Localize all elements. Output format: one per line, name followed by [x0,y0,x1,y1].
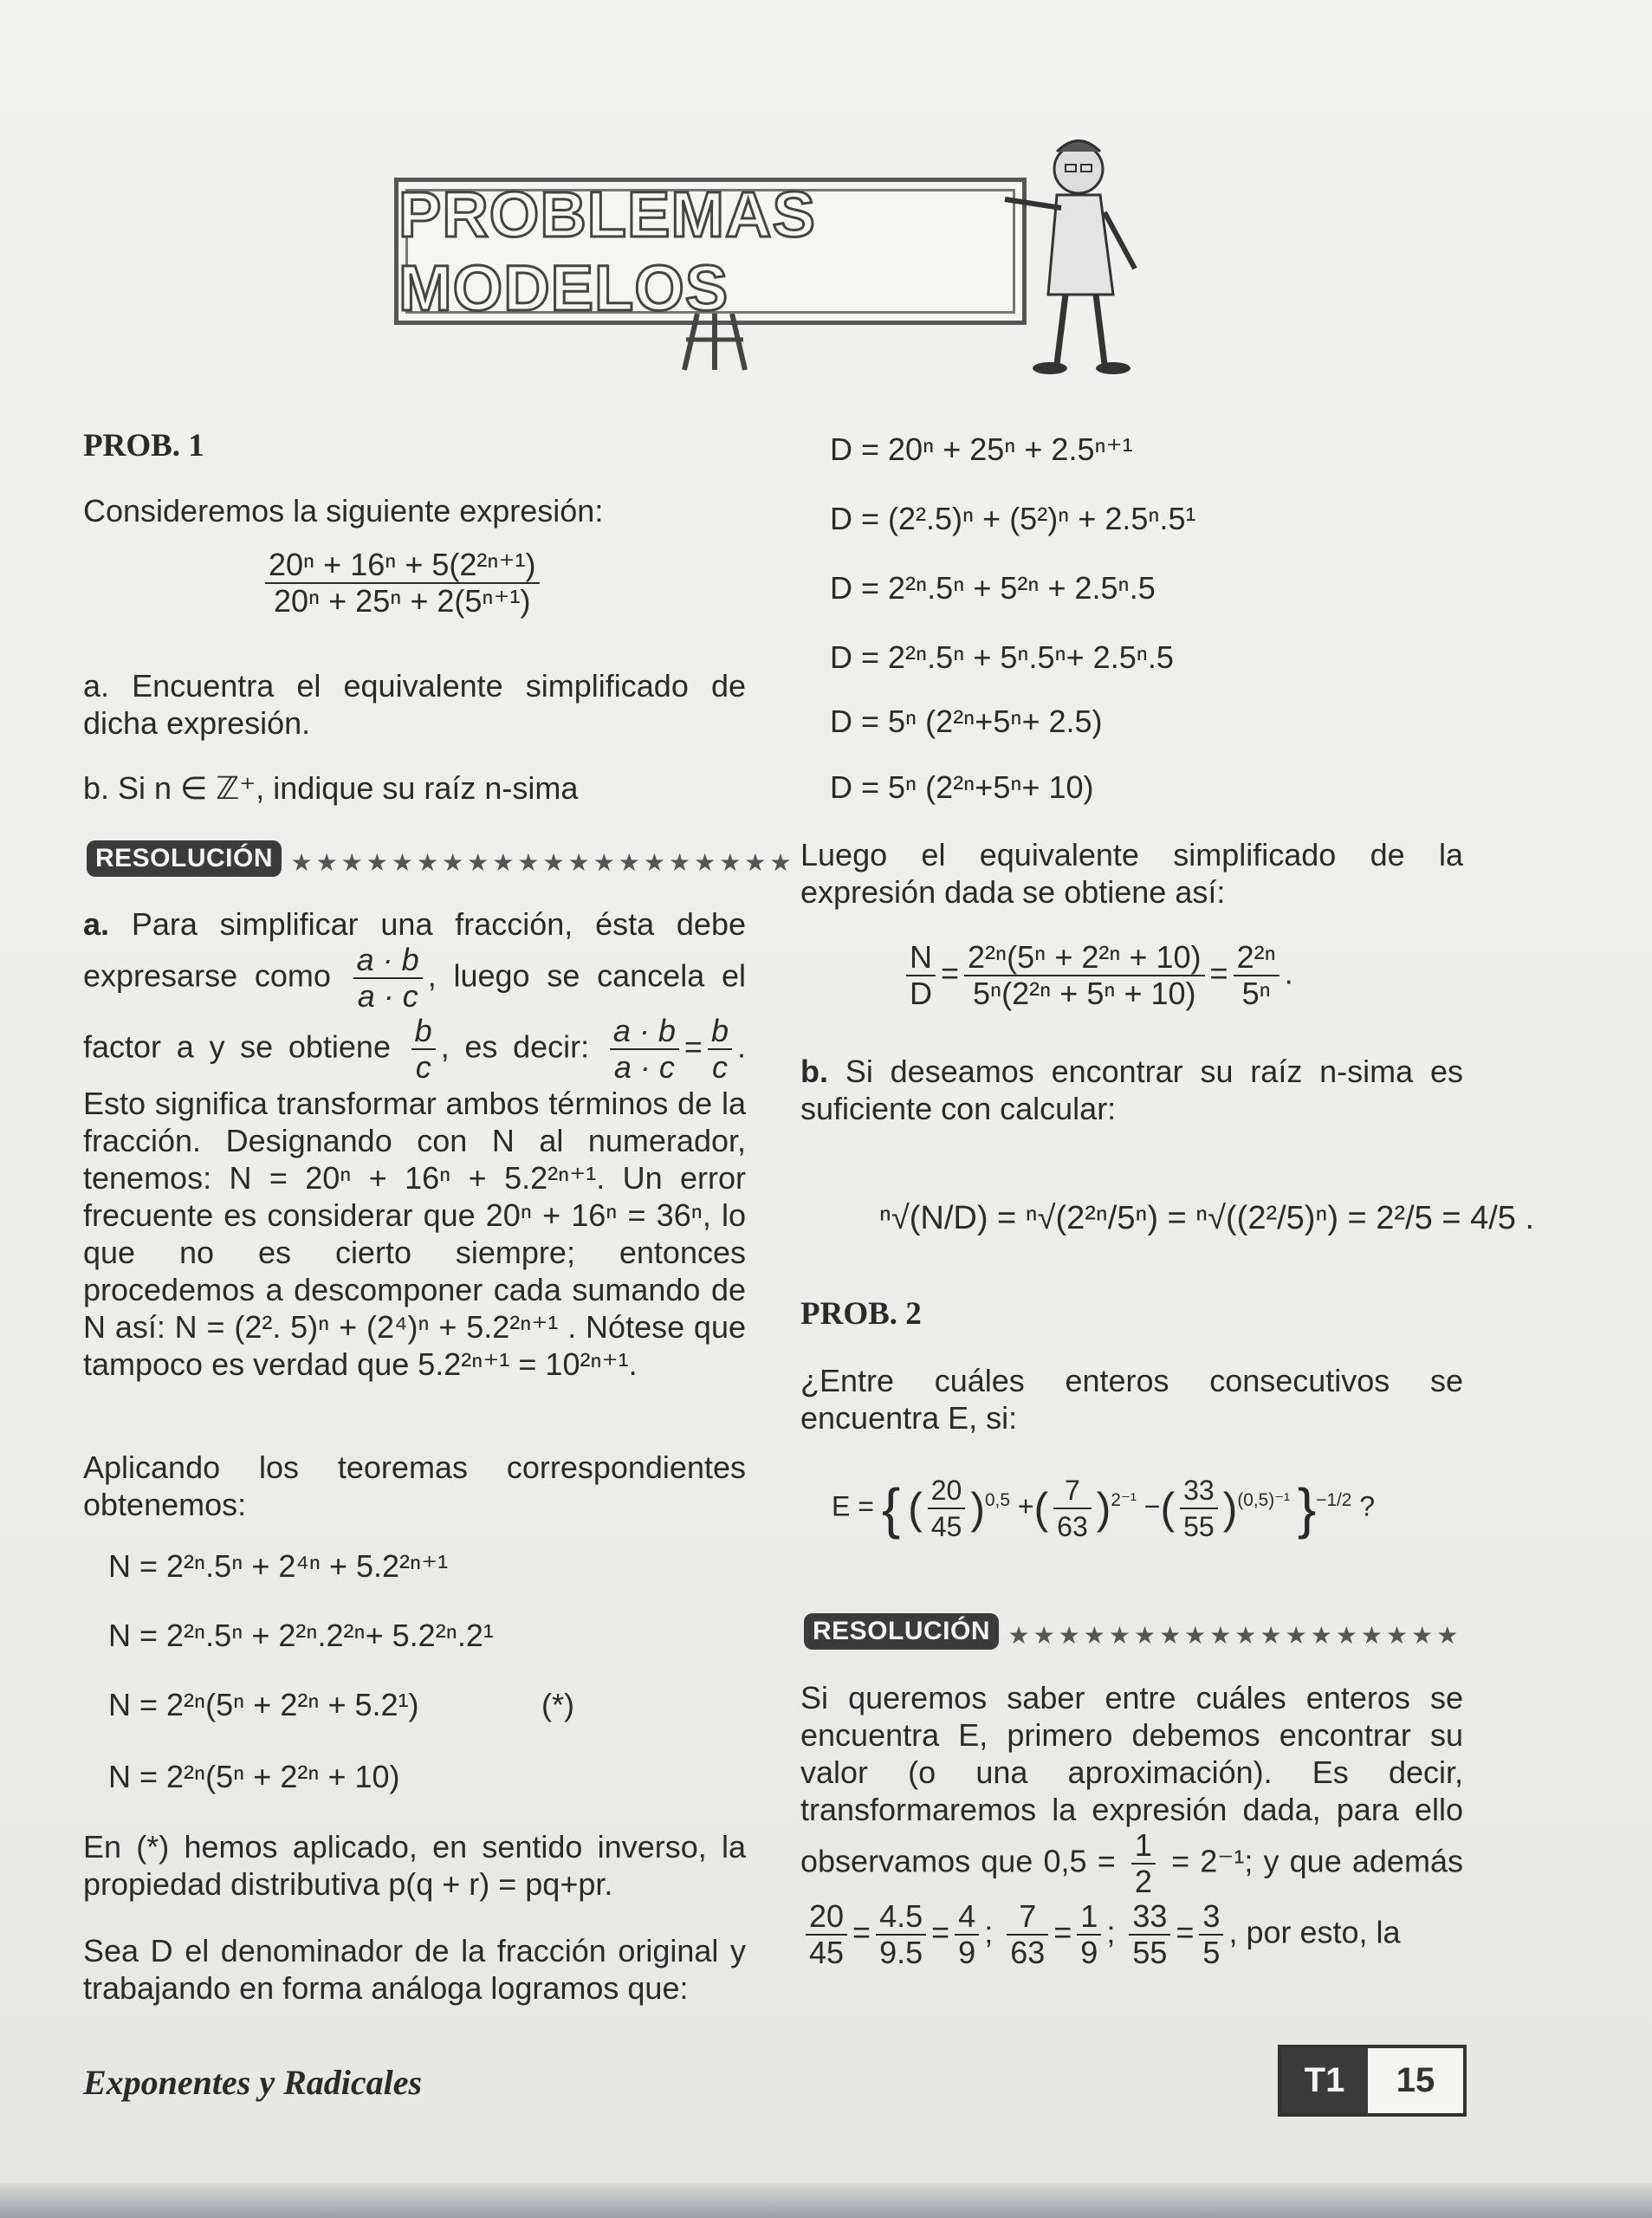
n-eq-3: N = 2²ⁿ(5ⁿ + 2²ⁿ + 5.2¹) [108,1687,419,1722]
f1c-den: 9 [958,1935,976,1970]
resolucion-bar-1 [87,840,795,877]
frac-c-2: c [711,1049,728,1085]
expr-denominator: 20ⁿ + 25ⁿ + 2(5ⁿ⁺¹) [273,583,531,619]
prob1-intro: Consideremos la siguiente expresión: [83,493,604,529]
prob2-sol-1: Si queremos saber entre cuáles enteros se encuentra E, primero debemos encontrar su valor (o una aproximación). Es decir, transformaremos la expresión dada, para ello observamos que 0,5 = [800,1680,1463,1879]
f2-num: 7 [1007,1899,1048,1936]
sol-a-label: a. [83,906,110,942]
denominator-intro: Sea D el denominador de la fracción original y trabajando en forma análoga logramos que: [83,1933,746,2006]
stars-divider: ★★★★★★★★★★★★★★★★★★★★ [290,849,795,877]
part-b-solution [800,1053,1463,1127]
frac-c: c [415,1049,431,1085]
f1-den: 45 [809,1935,845,1970]
f1-num: 20 [806,1899,847,1936]
page-bottom-edge [0,2183,1652,2218]
prob2-heading: PROB. 2 [800,1296,922,1332]
expr-numerator: 20ⁿ + 16ⁿ + 5(2²ⁿ⁺¹) [265,548,540,584]
banner-board [394,178,1027,325]
e-t3-den: 55 [1183,1511,1215,1542]
footer-book-title: Exponentes y Radicales [83,2063,423,2102]
part-b-sol-text: Si deseamos encontrar su raíz n-sima es suficiente con calcular: [800,1054,1463,1126]
prob1-heading: PROB. 1 [83,428,204,464]
d-eq-5: D = 5ⁿ (2²ⁿ+5ⁿ+ 2.5) [830,704,1103,739]
e-t2-exp: 2⁻¹ [1111,1489,1137,1510]
nd-result-den: 5ⁿ [1241,976,1271,1011]
d-eq-6: D = 5ⁿ (2²ⁿ+5ⁿ+ 10) [830,769,1094,805]
prob2-solution: Si queremos saber entre cuáles enteros se encuentra E, primero debemos encontrar su valor (o una aproximación). Es decir, transformaremos la expresión dada, para ello observamos que 0,5 = $\frac{1}{2}$ = 2⁻¹; y que además $\frac{20}{45}$ = $\frac{4.5}{9.5}$ = $\frac{4}{9}$ ; $\frac{7}{63}$ = $\frac{1}{9}$ ; $\frac{33}{55}$ = $\frac{3}{5}$ , por esto, la [800,1680,1463,1970]
sol-a-part2: , luego se cancela el factor a y se obtiene [83,957,746,1065]
easel-legs-icon [676,314,754,374]
sol-a-part4: . Esto significa transformar ambos términos de la fracción. Designando con N al numerador, tenemos: N = 20ⁿ + 16ⁿ + 5.2²ⁿ⁺¹. Un error frecuente es considerar que 20ⁿ + 16ⁿ = 36ⁿ, lo que no es cierto siempre; entonces procedemos a descomponer cada sumando de N así: N = (2². 5)ⁿ + (2⁴)ⁿ + 5.2²ⁿ⁺¹ . Nótese que tampoco es verdad que 5.2²ⁿ⁺¹ = 10²ⁿ⁺¹. [83,1028,746,1382]
nd-denominator: 5ⁿ(2²ⁿ + 5ⁿ + 10) [973,976,1196,1011]
nd-numerator: 2²ⁿ(5ⁿ + 2²ⁿ + 10) [964,940,1205,976]
f1b-den: 9.5 [879,1935,923,1970]
nd-n: N [906,940,936,976]
sol-a-text: a. Para simplificar una fracción, ésta debe expresarse como $\frac{a \cdot b}{a \cdot c}$ , luego se cancela el factor a y se obtiene $\frac{b}{c}$ , es decir: $\frac{a \cdot b}{a \cdot c}$ = $\frac{b}{c}$ . Esto significa transformar ambos términos de la fracción. Designando con N al numerador, tenemos: N = 20ⁿ + 16ⁿ + 5.2²ⁿ⁺¹. Un error frecuente es considerar que 20ⁿ + 16ⁿ = 36ⁿ, lo que no es cierto siempre; entonces procedemos a descomponer cada sumando de N así: N = (2². 5)ⁿ + (2⁴)ⁿ + 5.2²ⁿ⁺¹ . Nótese que tampoco es verdad que 5.2²ⁿ⁺¹ = 10²ⁿ⁺¹. [83,906,746,1382]
apply-text: Aplicando los teoremas correspondientes obtenemos: [83,1449,746,1522]
e-question-mark: ? [1359,1490,1376,1522]
page-number-box [1278,2045,1467,2117]
prob2-question: ¿Entre cuáles enteros consecutivos se encuentra E, si: [800,1363,1463,1436]
banner-title: PROBLEMAS MODELOS [398,178,816,324]
page-number: 15 [1368,2048,1463,2113]
f3-den: 55 [1132,1935,1168,1970]
prob1-expression [260,548,545,619]
d-eq-1: D = 20ⁿ + 25ⁿ + 2.5ⁿ⁺¹ [830,431,1133,467]
n-eq-2: N = 2²ⁿ.5ⁿ + 2²ⁿ.2²ⁿ+ 5.2²ⁿ.2¹ [108,1618,494,1653]
tome-label: T1 [1281,2048,1368,2113]
e-outer-exp: −1/2 [1316,1489,1352,1510]
e-t1-exp: 0,5 [984,1489,1010,1510]
n-eq-3-mark: (*) [541,1687,574,1722]
part-b-sol-label: b. [800,1054,828,1089]
sol-a-part1: Para simplificar una fracción, ésta debe expresarse como [83,906,746,994]
stars-divider-2: ★★★★★★★★★★★★★★★★★★ [1007,1622,1462,1650]
e-expression: E = { ( $\frac{20}{45}$ )$^{0,5}$ +( $\frac{7}{63}$ )$^{2^{-1}}$ −( $\frac{33}{55}$ )$^{(0,5)^{-1}}$ }$^{-1/2}$ ? [832,1475,1376,1542]
f2b-num: 1 [1077,1899,1101,1936]
e-label: E = [832,1490,874,1522]
f1c-num: 4 [955,1899,979,1936]
frac-b: b [411,1014,436,1050]
e-t3-exp: (0,5)⁻¹ [1237,1489,1291,1510]
resolucion-badge-2: RESOLUCIÓN [804,1613,999,1650]
distributive-note: En (*) hemos aplicado, en sentido inverso, la propiedad distributiva p(q + r) = pq+pr. [83,1829,746,1902]
d-eq-2: D = (2².5)ⁿ + (5²)ⁿ + 2.5ⁿ.5¹ [830,501,1196,536]
e-t1-den: 45 [930,1511,962,1542]
frac-ac: a · c [357,978,418,1014]
d-eq-4: D = 2²ⁿ.5ⁿ + 5ⁿ.5ⁿ+ 2.5ⁿ.5 [830,639,1174,675]
root-expression: ⁿ√(N/D) = ⁿ√(2²ⁿ/5ⁿ) = ⁿ√((2²/5)ⁿ) = 2²/5 = 4/5 . [879,1200,1535,1236]
frac-ab: a · b [353,943,423,979]
f3b-den: 5 [1202,1935,1221,1970]
prob2-sol-3: , por esto, la [1228,1914,1401,1950]
frac-ab-2: a · b [610,1014,679,1050]
prob2-sol-2: = 2⁻¹; y que además [1171,1843,1463,1879]
nd-simplified-equation: $\frac{N}{D}$ = $\frac{\text{2²ⁿ(5ⁿ + 2²ⁿ + 10)}}{\text{5ⁿ(2²ⁿ + 5ⁿ + 10)}}$ = $\frac{\text{2²ⁿ}}{\text{5ⁿ}}$ . [901,940,1293,1011]
sol-a-part3: , es decir: [440,1028,590,1065]
prob1-part-a: a. Encuentra el equivalente simplificado de dicha expresión. [83,668,746,741]
f3b-num: 3 [1199,1899,1223,1936]
f3-num: 33 [1129,1899,1170,1936]
e-t3-num: 33 [1180,1473,1218,1509]
nd-d: D [910,976,932,1011]
half-den: 2 [1134,1864,1152,1899]
prob1-part-b: b. Si n ∈ ℤ⁺, indique su raíz n-sima [83,770,579,806]
frac-ac-2: a · c [613,1049,675,1085]
nd-result-num: 2²ⁿ [1234,940,1279,976]
luego-text: Luego el equivalente simplificado de la expresión dada se obtiene así: [800,837,1463,910]
d-eq-3: D = 2²ⁿ.5ⁿ + 5²ⁿ + 2.5ⁿ.5 [830,570,1156,606]
n-eq-1: N = 2²ⁿ.5ⁿ + 2⁴ⁿ + 5.2²ⁿ⁺¹ [108,1548,449,1584]
e-t2-num: 7 [1053,1473,1092,1509]
frac-b-2: b [708,1014,732,1050]
resolucion-bar-2 [804,1613,1461,1650]
professor-illustration-icon [996,130,1152,381]
f2-den: 63 [1010,1935,1046,1970]
e-t2-den: 63 [1057,1511,1088,1542]
n-eq-4: N = 2²ⁿ(5ⁿ + 2²ⁿ + 10) [108,1759,400,1794]
half-num: 1 [1131,1828,1156,1865]
e-t1-num: 20 [928,1473,966,1509]
resolucion-badge: RESOLUCIÓN [87,840,282,877]
f1b-num: 4.5 [876,1899,926,1936]
f2b-den: 9 [1080,1935,1098,1970]
